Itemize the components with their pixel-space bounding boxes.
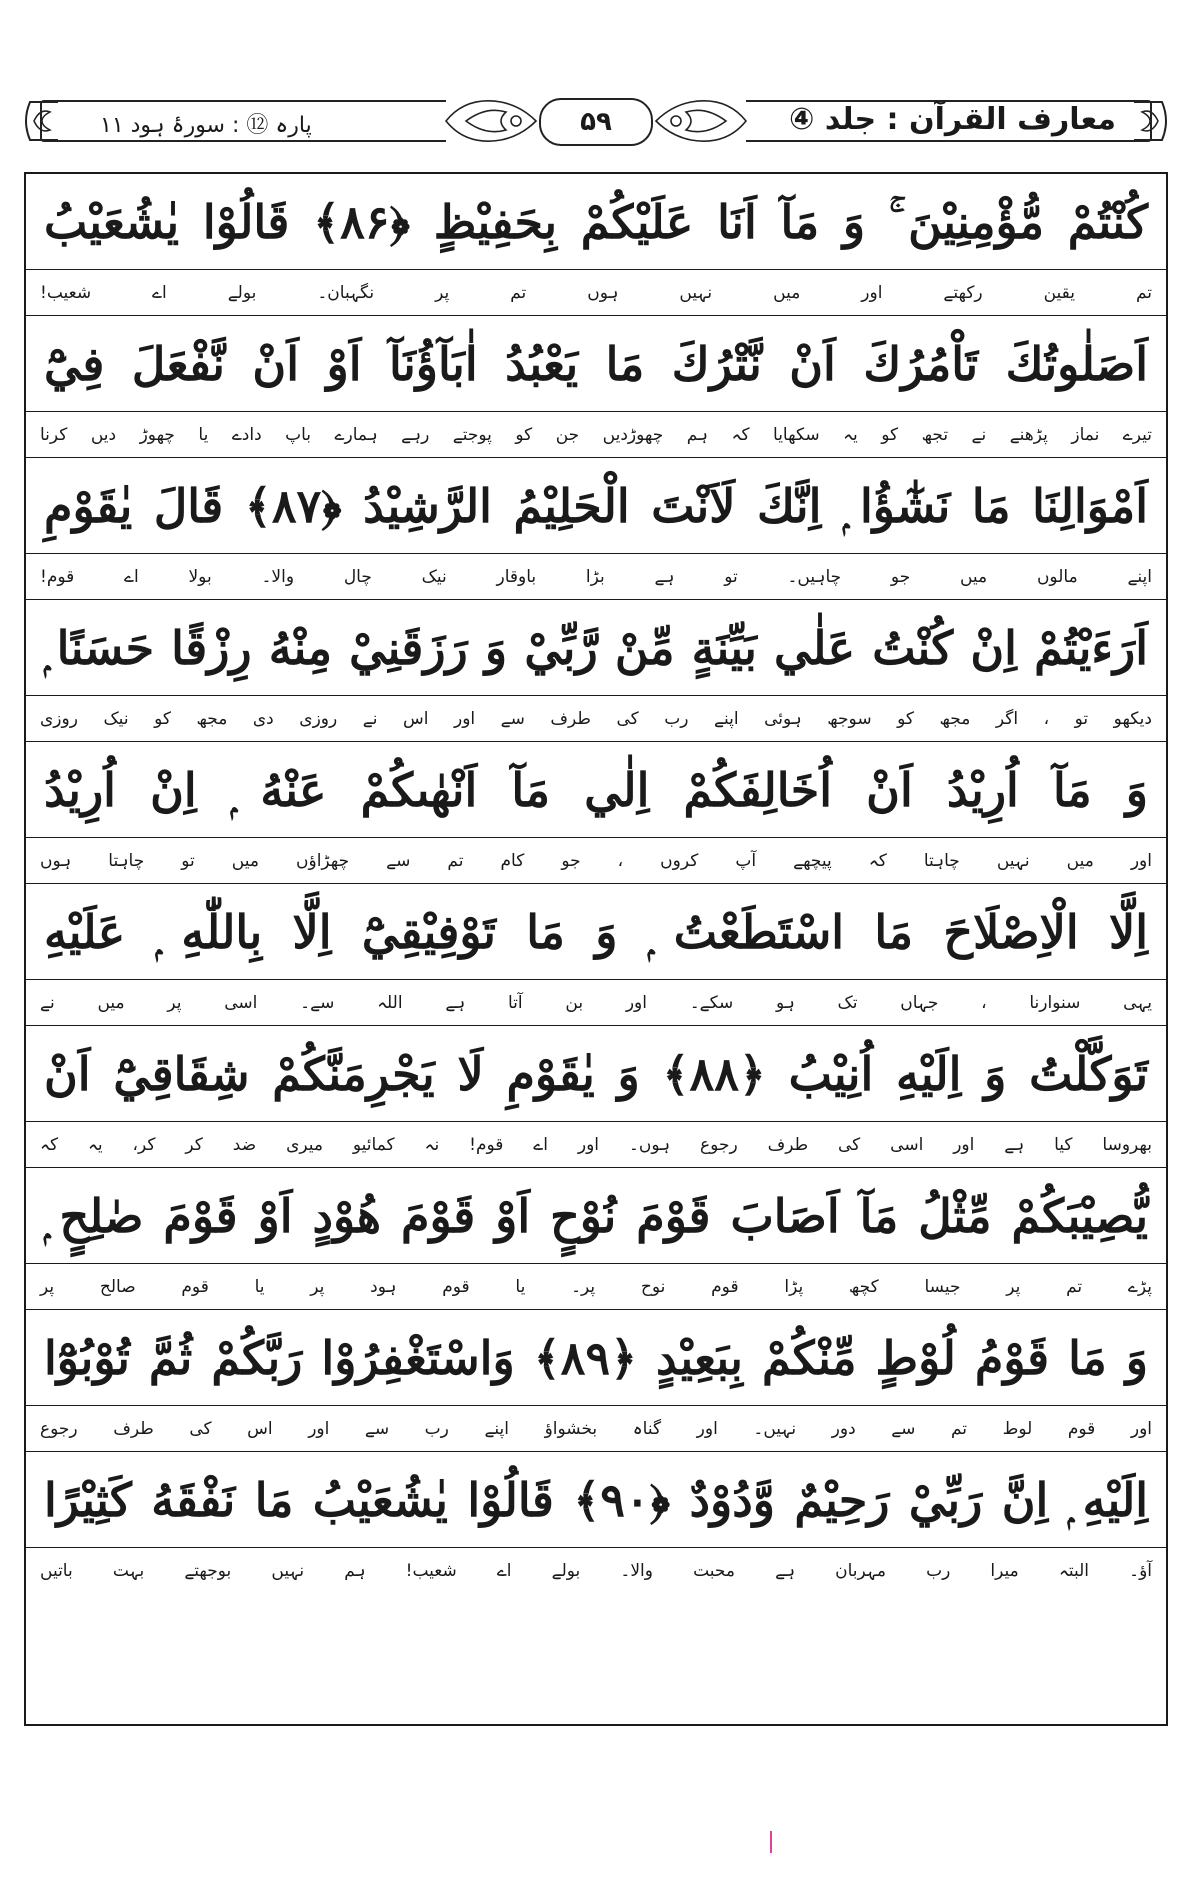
arabic-line: كُنْتُمْ مُّؤْمِنِيْنَ ۚ وَ مَآ اَنَا عَلَيْكُمْ بِحَفِيْظٍ ﴿۸۶﴾ قَالُوْا يٰشُعَيْبُ (26, 174, 1166, 270)
urdu-line: تم یقین رکھتے اور میں نہیں ہوں تم پر نگہبان۔ بولے اے شعیب! (26, 270, 1166, 316)
urdu-line: آؤ۔ البتہ میرا رب مہربان ہے محبت والا۔ بولے اے شعیب! ہم نہیں بوجھتے بہت باتیں (40, 1561, 1152, 1581)
page-number: ۵۹ (539, 98, 653, 146)
verse-table (24, 172, 1168, 1726)
book-title: معارف القرآن : جلد ④ (789, 102, 1116, 137)
page-header (20, 92, 1172, 150)
arabic-line: تَوَكَّلْتُ وَ اِلَيْهِ اُنِيْبُ ﴿۸۸﴾ وَ يٰقَوْمِ لَا يَجْرِمَنَّكُمْ شِقَاقِيْٓ اَنْ (26, 1026, 1166, 1122)
urdu-line: بھروسا کیا ہے اور اسی کی طرف رجوع ہوں۔ اور اے قوم! نہ کمائیو میری ضد کر کر، یہ کہ (26, 1122, 1166, 1168)
para-surah-label: پارہ ⑫ : سورۂ ہود ۱۱ (100, 113, 312, 138)
arabic-line: وَ مَا قَوْمُ لُوْطٍ مِّنْكُمْ بِبَعِيْدٍ ﴿۸۹﴾ وَاسْتَغْفِرُوْا رَبَّكُمْ ثُمَّ تُوْبُوْٓا (26, 1310, 1166, 1406)
arabic-line: يُّصِيْبَكُمْ مِّثْلُ مَآ اَصَابَ قَوْمَ نُوْحٍ اَوْ قَوْمَ هُوْدٍ اَوْ قَوْمَ صٰلِحٍ ۭ (26, 1168, 1166, 1264)
scan-mark (770, 1831, 772, 1853)
urdu-line: اور قوم لوط تم سے دور نہیں۔ اور گناہ بخشواؤ اپنے رب سے اور اس کی طرف رجوع (26, 1406, 1166, 1452)
urdu-line: یہی سنوارنا ، جہاں تک ہو سکے۔ اور بن آتا ہے اللہ سے۔ اسی پر میں نے (26, 980, 1166, 1026)
arabic-line: وَ مَآ اُرِيْدُ اَنْ اُخَالِفَكُمْ اِلٰي مَآ اَنْهٰىكُمْ عَنْهُ ۭ اِنْ اُرِيْدُ (26, 742, 1166, 838)
arabic-line: اِلَيْهِ ۭ اِنَّ رَبِّيْ رَحِيْمٌ وَّدُوْدٌ ﴿۹۰﴾ قَالُوْا يٰشُعَيْبُ مَا نَفْقَهُ كَثِيْرًا (26, 1452, 1166, 1548)
urdu-line: تیرے نماز پڑھنے نے تجھ کو یہ سکھایا کہ ہم چھوڑدیں جن کو پوجتے رہے ہمارے باپ دادے یا چھوڑ دیں کرنا (26, 412, 1166, 458)
urdu-line: پڑے تم پر جیسا کچھ پڑا قوم نوح پر۔ یا قوم ہود پر یا قوم صالح پر (26, 1264, 1166, 1310)
urdu-line: اپنے مالوں میں جو چاہیں۔ تو ہے بڑا باوقار نیک چال والا۔ بولا اے قوم! (26, 554, 1166, 600)
arabic-line: اَرَءَيْتُمْ اِنْ كُنْتُ عَلٰي بَيِّنَةٍ مِّنْ رَّبِّيْ وَ رَزَقَنِيْ مِنْهُ رِزْقًا حَسَنًا ۭ (26, 600, 1166, 696)
urdu-line: دیکھو تو ، اگر مجھ کو سوجھ ہوئی اپنے رب کی طرف سے اور اس نے روزی دی مجھ کو نیک روزی (26, 696, 1166, 742)
arabic-line: اَمْوَالِنَا مَا نَشٰٓؤُا ۭ اِنَّكَ لَاَنْتَ الْحَلِيْمُ الرَّشِيْدُ ﴿۸۷﴾ قَالَ يٰقَوْمِ (26, 458, 1166, 554)
urdu-line: اور میں نہیں چاہتا کہ پیچھے آپ کروں ، جو کام تم سے چھڑاؤں میں تو چاہتا ہوں (26, 838, 1166, 884)
arabic-line: اَصَلٰوتُكَ تَاْمُرُكَ اَنْ نَّتْرُكَ مَا يَعْبُدُ اٰبَآؤُنَآ اَوْ اَنْ نَّفْعَلَ فِيْٓ (26, 316, 1166, 412)
arabic-line: اِلَّا الْاِصْلَاحَ مَا اسْتَطَعْتُ ۭ وَ مَا تَوْفِيْقِيْٓ اِلَّا بِاللّٰهِ ۭ عَلَيْهِ (26, 884, 1166, 980)
